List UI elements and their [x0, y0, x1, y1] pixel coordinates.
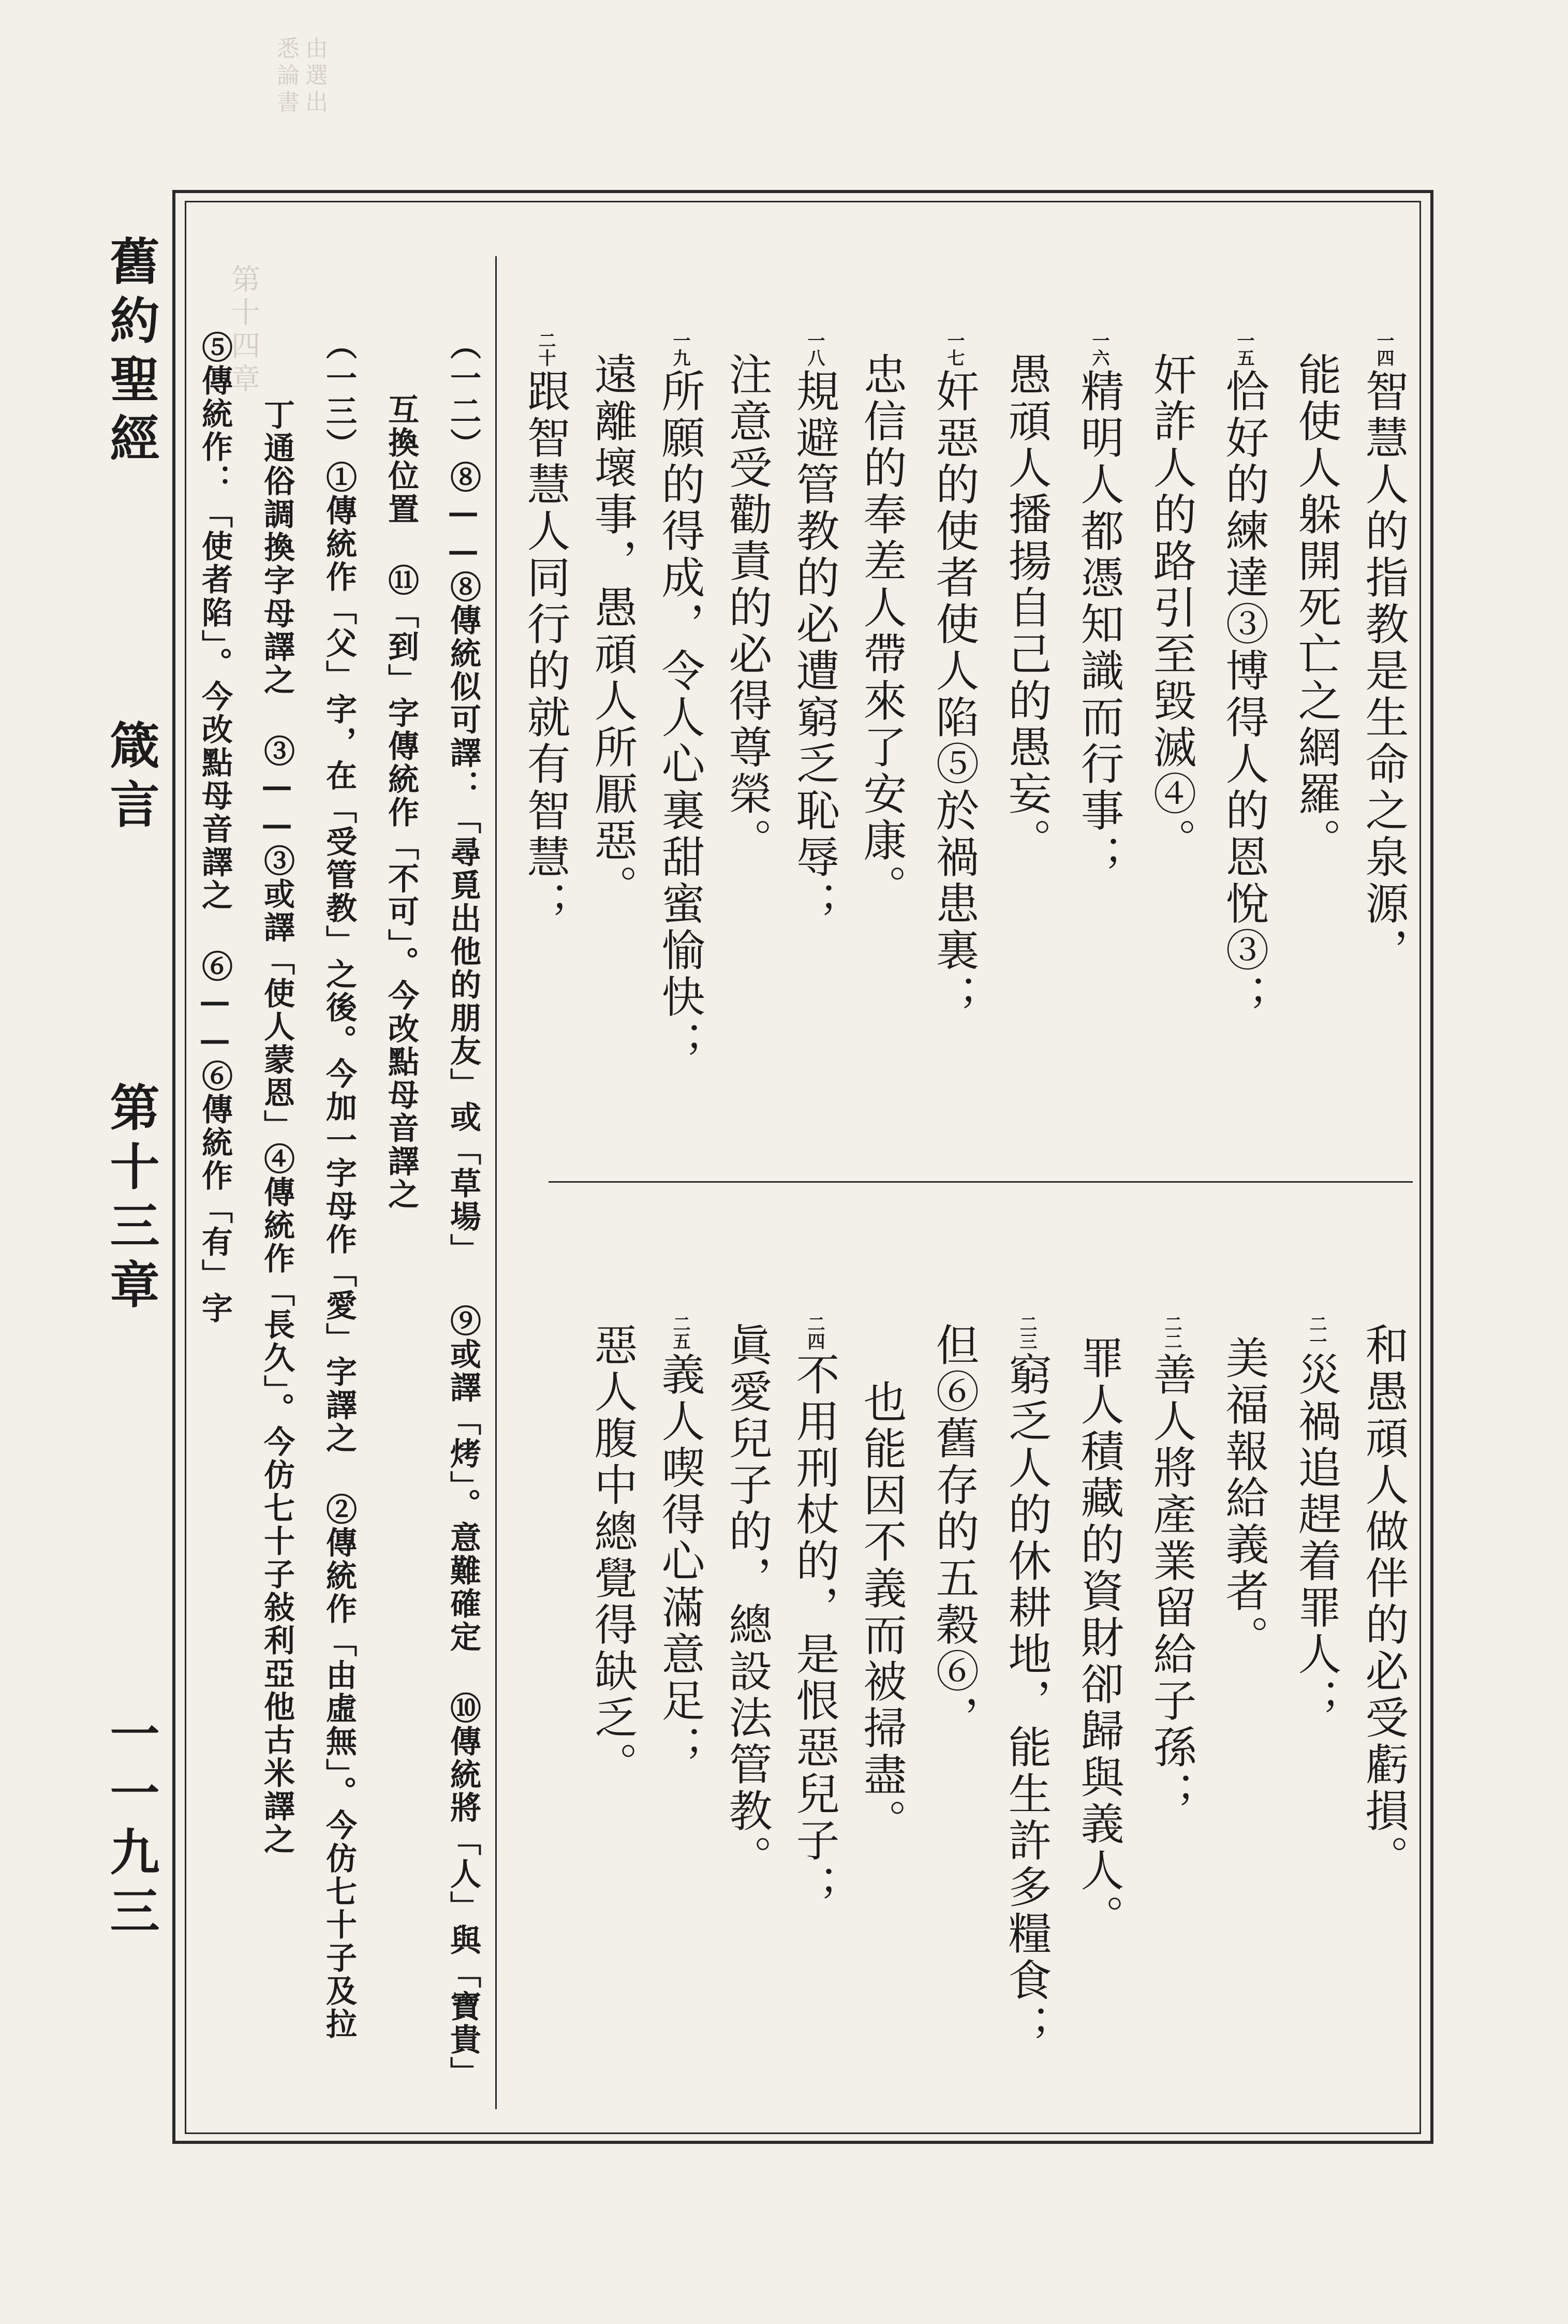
page-number: 一一九三 [102, 1708, 160, 1944]
verse-line: 注意受勸責的必得尊榮。 [722, 352, 773, 864]
verse-column [1358, 331, 1409, 974]
verse-line: 恰好的練達③博得人的恩悅③； [1219, 369, 1269, 1021]
verse-line: 但⑥舊存的五穀⑥， [929, 1322, 980, 1742]
verse-number: 二五 [670, 1315, 690, 1350]
verse-column [1001, 1315, 1052, 2051]
verse-number: 一九 [670, 331, 690, 366]
verse-column [929, 331, 980, 1021]
verse-number: 二二 [1161, 1315, 1182, 1350]
verse-column [1291, 1315, 1342, 1725]
verse-column [587, 1322, 638, 1788]
footnote-line: （一三）①傳統作「父」字，在「受管教」之後。今加一字母作「愛」字譯之 ②傳統作「由虛無」。今仿七十子及拉 [321, 329, 357, 2041]
footnote-divider-rule [495, 256, 497, 2109]
verse-line: 愚頑人播揚自己的愚妄。 [1001, 352, 1052, 864]
verse-column [856, 352, 907, 911]
verse-line: 忠信的奉差人帶來了安康。 [856, 352, 907, 911]
book-title: 舊約聖經 [102, 236, 160, 472]
verse-line: 能使人躲開死亡之網羅。 [1291, 352, 1342, 864]
verse-number: 一五 [1234, 331, 1254, 366]
verse-number: 一六 [1089, 331, 1110, 366]
verse-column [1146, 352, 1197, 864]
verse-line: 智慧人的指教是生命之泉源， [1358, 369, 1409, 974]
verse-number: 一七 [944, 331, 965, 366]
verse-column [789, 1315, 840, 1911]
verse-column [1146, 1315, 1197, 1818]
verse-number: 二四 [804, 1315, 825, 1350]
verse-column [789, 331, 840, 928]
footnote-line: ⑤傳統作：「使者陷」。今改點母音譯之 ⑥——⑥傳統作「有」字 [197, 331, 233, 1325]
verse-column [1074, 331, 1125, 881]
verse-column [1291, 352, 1342, 864]
verse-column [520, 331, 571, 928]
verse-number: 二一 [1306, 1315, 1327, 1350]
verse-column [1358, 1322, 1409, 1881]
verse-column [1219, 331, 1269, 1021]
verse-number: 二三 [1016, 1315, 1037, 1350]
verse-column [1001, 352, 1052, 864]
verse-line: 眞愛兒子的，總設法管教。 [722, 1322, 773, 1881]
verse-line: 窮乏人的休耕地，能生許多糧食； [1001, 1352, 1052, 2051]
verse-line: 罪人積藏的資財卻歸與義人。 [1074, 1335, 1125, 1941]
footnote-line: 丁通俗調換字母譯之 ③——③或譯「使人蒙恩」④傳統作「長久」。今仿七十子敍利亞他古米譯之 [259, 399, 295, 1856]
bleed-through-heading: 第十四章 [227, 264, 260, 396]
verse-column [587, 352, 638, 911]
footnote-line: （一二）⑧——⑧傳統似可譯：「尋覓出他的朋友」或「草場」 ⑨或譯「烤」。意難確定 ⑩傳統將「人」與「寶貴」 [445, 329, 481, 2090]
verse-line: 遠離壞事，愚頑人所厭惡。 [587, 352, 638, 911]
verse-line: 規避管教的必遭窮乏恥辱； [789, 369, 840, 928]
verse-line: 美福報給義者。 [1219, 1335, 1269, 1661]
verse-line: 災禍追趕着罪人； [1291, 1352, 1342, 1725]
verse-column [722, 1322, 773, 1881]
bleed-through-stamp: 由選出 [301, 36, 328, 117]
verse-column [929, 1322, 980, 1742]
verse-number: 二十 [535, 331, 556, 366]
chapter-title: 第十三章 [102, 1082, 160, 1318]
verse-line: 善人將產業留給子孫； [1146, 1352, 1197, 1818]
verse-column [1074, 1335, 1125, 1941]
verse-line: 精明人都憑知識而行事； [1074, 369, 1125, 881]
verse-line: 和愚頑人做伴的必受虧損。 [1358, 1322, 1409, 1881]
verse-column [1219, 1335, 1269, 1661]
section-title: 箴言 [102, 719, 160, 837]
verse-line: 不用刑杖的，是恨惡兒子； [789, 1352, 840, 1911]
verse-line: 也能因不義而被掃盡。 [856, 1379, 907, 1845]
bleed-through-stamp: 悉論書 [273, 36, 299, 117]
verse-line: 奸詐人的路引至毀滅④。 [1146, 352, 1197, 864]
section-divider-rule [549, 1181, 1413, 1183]
verse-line: 義人喫得心滿意足； [655, 1352, 705, 1771]
verse-line: 奸惡的使者使人陷⑤於禍患裏； [929, 369, 980, 1021]
verse-column [655, 331, 705, 1067]
verse-line: 所願的得成，令人心裏甜蜜愉快； [655, 369, 705, 1067]
verse-line: 惡人腹中總覺得缺乏。 [587, 1322, 638, 1788]
verse-column [655, 1315, 705, 1771]
verse-column [722, 352, 773, 864]
verse-number: 一八 [804, 331, 825, 366]
footnote-line: 互換位置 ⑪「到」字傳統作「不可」。今改點母音譯之 [383, 393, 419, 1211]
verse-line: 跟智慧人同行的就有智慧； [520, 369, 571, 928]
verse-column [856, 1379, 907, 1845]
verse-number: 一四 [1373, 331, 1394, 366]
